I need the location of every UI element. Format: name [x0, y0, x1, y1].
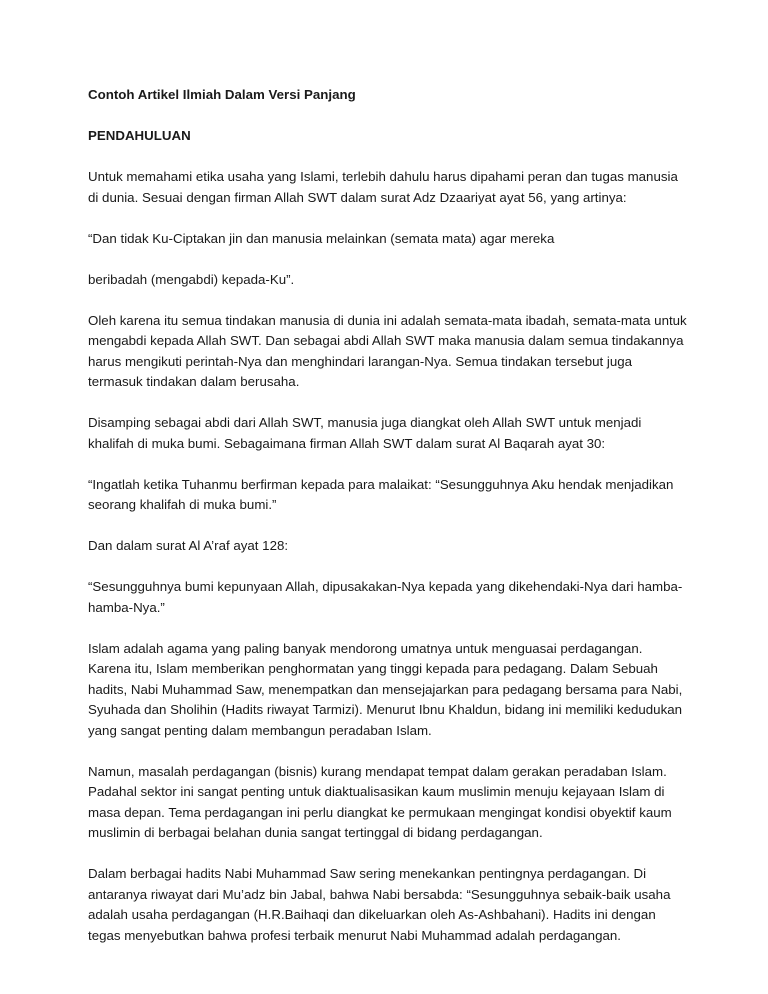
paragraph-6: “Ingatlah ketika Tuhanmu berfirman kepada para malaikat: “Sesungguhnya Aku hendak menjadikan seorang khalifah di muka bumi.” — [88, 476, 674, 512]
paragraph-8: “Sesungguhnya bumi kepunyaan Allah, dipusakakan-Nya kepada yang dikehendaki-Nya dari hamba-hamba-Nya.” — [88, 579, 683, 615]
paragraph-5: Disamping sebagai abdi dari Allah SWT, manusia juga diangkat oleh Allah SWT untuk menjadi khalifah di muka bumi. Sebagaimana firman Allah SWT dalam surat Al Baqarah ayat 30: — [88, 415, 642, 451]
document-title: Contoh Artikel Ilmiah Dalam Versi Panjang — [88, 87, 356, 102]
paragraph-9: Islam adalah agama yang paling banyak mendorong umatnya untuk menguasai perdagangan. Karena itu, Islam memberikan penghormatan yang tinggi kepada para pedagang. Dalam Sebuah hadits, Nabi Muhammad Saw, menempatkan dan mensejajarkan para pedagang bersama para Nabi, Syuhada dan Sholihin (Hadits riwayat Tarmizi). Menurut Ibnu Khaldun, bidang ini memiliki kedudukan yang sangat penting dalam membangun peradaban Islam. — [88, 640, 683, 738]
paragraph-7: Dan dalam surat Al A’raf ayat 128: — [88, 538, 289, 553]
paragraph-11: Dalam berbagai hadits Nabi Muhammad Saw sering menekankan pentingnya perdagangan. Di antaranya riwayat dari Mu’adz bin Jabal, bahwa Nabi bersabda: “Sesungguhnya sebaik-baik usaha adalah usaha perdagangan (H.R.Baihaqi dan dikeluarkan oleh As-Ashbahani). Hadits ini dengan tegas menyebutkan bahwa profesi terbaik menurut Nabi Muhammad adalah perdagangan. — [88, 866, 671, 943]
section-heading: PENDAHULUAN — [88, 128, 191, 143]
paragraph-1: Untuk memahami etika usaha yang Islami, terlebih dahulu harus dipahami peran dan tugas manusia di dunia. Sesuai dengan firman Allah SWT dalam surat Adz Dzaariyat ayat 56, yang artinya: — [88, 169, 678, 205]
paragraph-4: Oleh karena itu semua tindakan manusia di dunia ini adalah semata-mata ibadah, semata-mata untuk mengabdi kepada Allah SWT. Dan sebagai abdi Allah SWT maka manusia dalam semua tindakannya harus mengikuti perintah-Nya dan menghindari larangan-Nya. Semua tindakan tersebut juga termasuk tindakan dalam berusaha. — [88, 312, 687, 389]
paragraph-3: beribadah (mengabdi) kepada-Ku”. — [88, 271, 295, 287]
paragraph-10: Namun, masalah perdagangan (bisnis) kurang mendapat tempat dalam gerakan peradaban Islam. Padahal sektor ini sangat penting untuk diaktualisasikan kaum muslimin menuju kejayaan Islam di masa depan. Tema perdagangan ini perlu diangkat ke permukaan mengingat kondisi obyektif kaum muslimin di berbagai belahan dunia sangat tertinggal di bidang perdagangan. — [88, 763, 672, 840]
paragraph-2: “Dan tidak Ku-Ciptakan jin dan manusia melainkan (semata mata) agar mereka — [88, 230, 555, 246]
document-body — [88, 85, 688, 967]
